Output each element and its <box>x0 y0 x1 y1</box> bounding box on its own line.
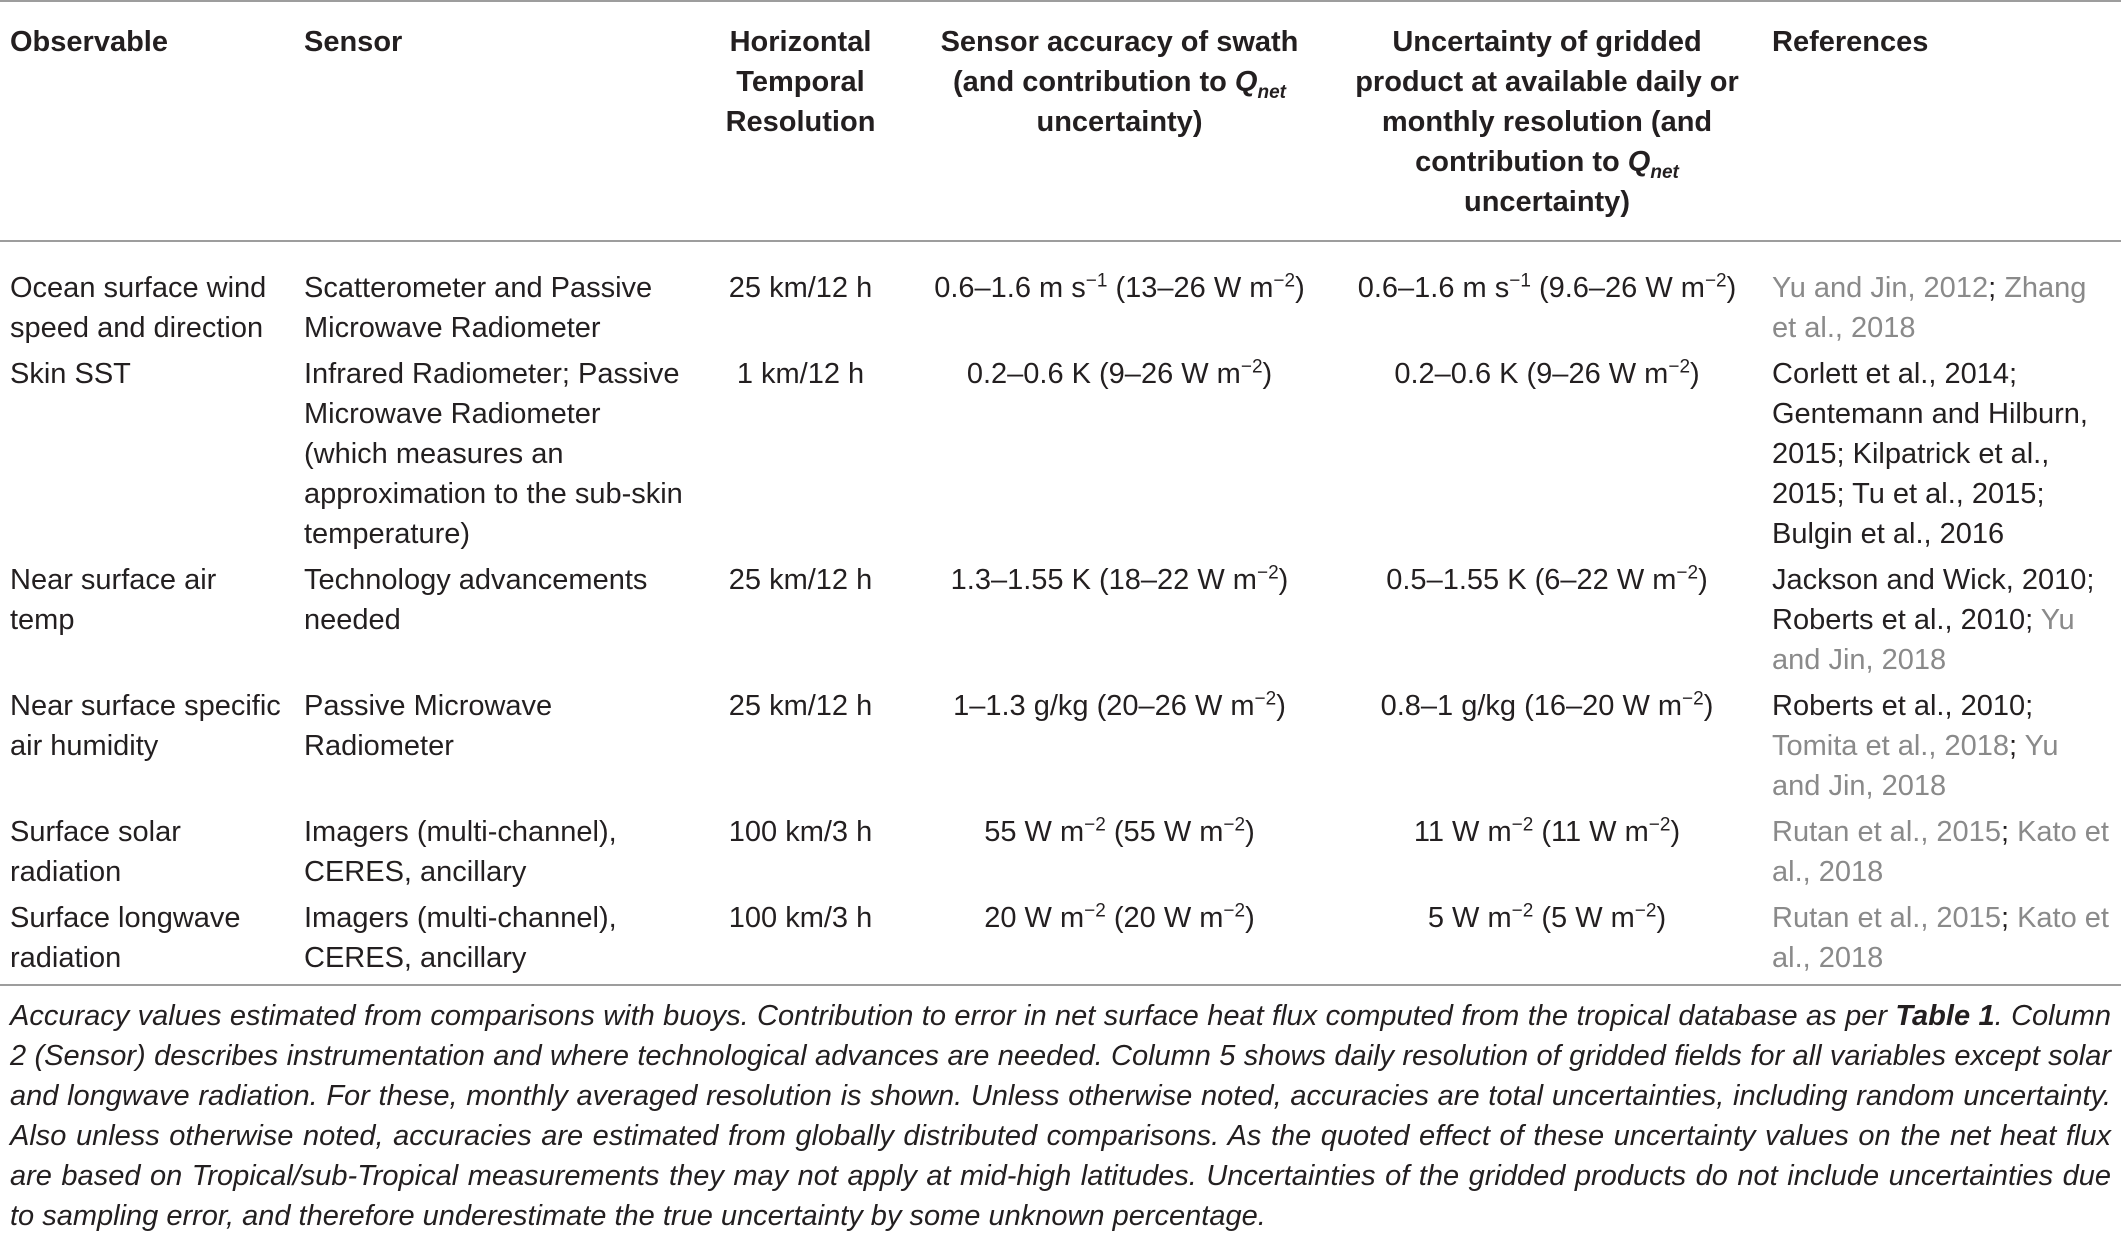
gridded-uncertainty-cell: 0.5–1.55 K (6–22 W $m^{-2}$) <box>1386 562 1708 596</box>
sensor-cell: Scatterometer and Passive Microwave Radiometer <box>304 272 653 344</box>
observable-cell: Near surface air temp <box>10 564 217 636</box>
observable-cell: Near surface specific air humidity <box>10 690 281 762</box>
table-row <box>0 812 2121 898</box>
references-cell: Jackson and Wick, 2010; Roberts et al., 2010; Yu and Jin, 2018 <box>1772 564 2095 676</box>
sensor-accuracy-cell: 0.2–0.6 K (9–26 W $m^{-2}$) <box>966 356 1273 390</box>
observable-cell: Surface longwave radiation <box>10 902 241 974</box>
header-gridded-uncertainty: Uncertainty of gridded product at available daily or monthly resolution (and contribution to $Q_{net}$ uncertainty) <box>1355 26 1739 218</box>
reference-link[interactable]: Bulgin et al., 2016 <box>1772 518 2005 550</box>
sensor-cell: Technology advancements needed <box>304 564 648 636</box>
gridded-uncertainty-cell: 0.6–1.6 m $s^{-1}$ (9.6–26 W $m^{-2}$) <box>1357 270 1737 304</box>
reference-link[interactable]: Gentemann and Hilburn, 2015 <box>1772 398 2088 470</box>
sensor-cell: Infrared Radiometer; Passive Microwave Radiometer (which measures an approximation to the sub-skin temperature) <box>304 358 683 550</box>
reference-link[interactable]: Corlett et al., 2014 <box>1772 358 2009 390</box>
observable-cell: Skin SST <box>10 358 131 390</box>
observable-cell: Surface solar radiation <box>10 816 181 888</box>
reference-link[interactable]: Roberts et al., 2010 <box>1772 690 2026 722</box>
reference-link[interactable]: Jackson and Wick, 2010 <box>1772 564 2087 596</box>
resolution-cell: 100 km/3 h <box>728 902 873 934</box>
reference-link[interactable]: Tu et al., 2015 <box>1852 478 2037 510</box>
sensor-cell: Passive Microwave Radiometer <box>304 690 553 762</box>
table-row <box>0 354 2121 560</box>
header-references: References <box>1772 26 1929 58</box>
references-cell: Roberts et al., 2010; Tomita et al., 2018; Yu and Jin, 2018 <box>1772 690 2059 802</box>
header-observable: Observable <box>10 26 168 58</box>
gridded-uncertainty-cell: 0.8–1 g/kg (16–20 W $m^{-2}$) <box>1380 688 1714 722</box>
sensor-cell: Imagers (multi-channel), CERES, ancillary <box>304 902 617 974</box>
sensor-cell: Imagers (multi-channel), CERES, ancillary <box>304 816 617 888</box>
gridded-uncertainty-cell: 11 W $m^{-2}$ (11 W $m^{-2}$) <box>1413 814 1681 848</box>
reference-link[interactable]: Yu and Jin, 2018 <box>1772 730 2059 802</box>
table-row <box>0 686 2121 812</box>
table-row <box>0 241 2121 354</box>
resolution-cell: 25 km/12 h <box>728 564 873 596</box>
resolution-cell: 25 km/12 h <box>728 272 873 304</box>
reference-link[interactable]: Kato et al., 2018 <box>1772 816 2109 888</box>
table-header <box>0 1 2121 241</box>
gridded-uncertainty-cell: 5 W $m^{-2}$ (5 W $m^{-2}$) <box>1427 900 1667 934</box>
sensor-accuracy-cell: 1–1.3 g/kg (20–26 W $m^{-2}$) <box>953 688 1286 722</box>
header-sensor-accuracy: Sensor accuracy of swath (and contribution to $Q_{net}$ uncertainty) <box>940 26 1299 138</box>
reference-link[interactable]: Rutan et al., 2015 <box>1772 816 2001 848</box>
table-row <box>0 898 2121 985</box>
references-cell: Rutan et al., 2015; Kato et al., 2018 <box>1772 902 2109 974</box>
reference-link[interactable]: Zhang et al., 2018 <box>1772 272 2087 344</box>
references-cell: Yu and Jin, 2012; Zhang et al., 2018 <box>1772 272 2087 344</box>
header-resolution: Horizontal Temporal Resolution <box>725 26 876 138</box>
table-footnote: Accuracy values estimated from comparisons with buoys. Contribution to error in net surface heat flux computed from the tropical database as per Table 1. Column 2 (Sensor) describes instrumentation and where technological advances are needed. Column 5 shows daily resolution of gridded fields for all variables except solar and longwave radiation. For these, monthly averaged resolution is shown. Unless otherwise noted, accuracies are total uncertainties, including random uncertainty. Also unless otherwise noted, accuracies are estimated from globally distributed comparisons. As the quoted effect of these uncertainty values on the net heat flux are based on Tropical/sub-Tropical measurements they may not apply at mid-high latitudes. Uncertainties of the gridded products do not include uncertainties due to sampling error, and therefore underestimate the true uncertainty by some unknown percentage. <box>10 1000 2111 1232</box>
table-1-link[interactable]: Table 1 <box>1895 1000 1995 1032</box>
resolution-cell: 25 km/12 h <box>728 690 873 722</box>
references-cell: Corlett et al., 2014; Gentemann and Hilburn, 2015; Kilpatrick et al., 2015; Tu et al., 2015; Bulgin et al., 2016 <box>1772 358 2088 550</box>
reference-link[interactable]: Roberts et al., 2010 <box>1772 604 2026 636</box>
reference-link[interactable]: Kato et al., 2018 <box>1772 902 2109 974</box>
sensor-accuracy-cell: 55 W $m^{-2}$ (55 W $m^{-2}$) <box>984 814 1255 848</box>
table-row <box>0 560 2121 686</box>
resolution-cell: 1 km/12 h <box>736 358 865 390</box>
sensor-accuracy-cell: 20 W $m^{-2}$ (20 W $m^{-2}$) <box>984 900 1255 934</box>
gridded-uncertainty-cell: 0.2–0.6 K (9–26 W $m^{-2}$) <box>1394 356 1700 390</box>
sensor-accuracy-cell: 0.6–1.6 m $s^{-1}$ (13–26 W $m^{-2}$) <box>934 270 1305 304</box>
sensor-accuracy-cell: 1.3–1.55 K (18–22 W $m^{-2}$) <box>950 562 1289 596</box>
observable-cell: Ocean surface wind speed and direction <box>10 272 267 344</box>
reference-link[interactable]: Yu and Jin, 2012 <box>1772 272 1989 304</box>
header-sensor: Sensor <box>304 26 403 58</box>
header-row <box>0 1 2121 241</box>
table-body <box>0 241 2121 985</box>
references-cell: Rutan et al., 2015; Kato et al., 2018 <box>1772 816 2109 888</box>
reference-link[interactable]: Rutan et al., 2015 <box>1772 902 2001 934</box>
reference-link[interactable]: Kilpatrick et al., 2015 <box>1772 438 2050 510</box>
reference-link[interactable]: Tomita et al., 2018 <box>1772 730 2009 762</box>
resolution-cell: 100 km/3 h <box>728 816 873 848</box>
reference-link[interactable]: Yu and Jin, 2018 <box>1772 604 2075 676</box>
